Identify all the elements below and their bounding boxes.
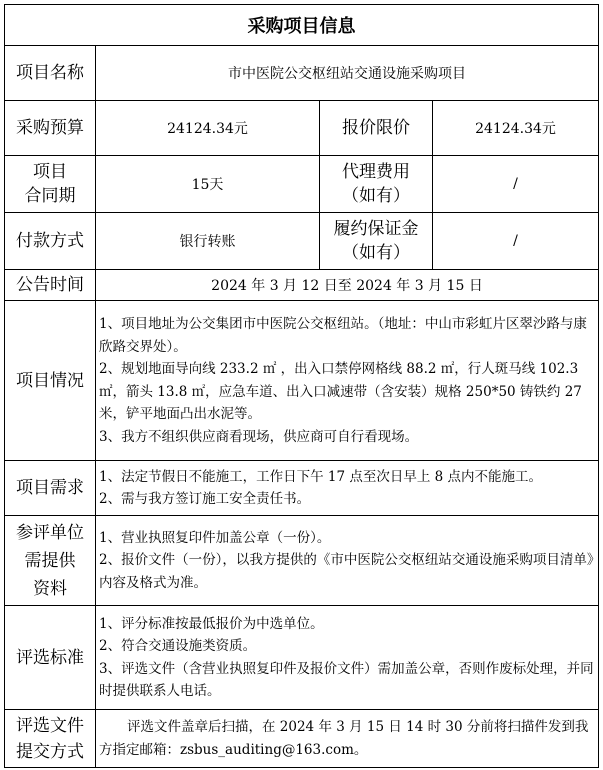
materials-label-line1: 参评单位 xyxy=(16,522,84,543)
deposit-label xyxy=(320,213,433,270)
criteria-content xyxy=(96,606,599,710)
criteria-label: 评选标准 xyxy=(5,606,96,710)
criteria-item: 2、符合交通设施类资质。 xyxy=(99,638,257,654)
procurement-info-table xyxy=(4,4,599,768)
situation-item: 3、我方不组织供应商看现场，供应商可自行看现场。 xyxy=(99,428,419,445)
submission-label-line1: 评选文件 xyxy=(16,715,84,736)
submission-text: 评选文件盖章后扫描，在 2024 年 3 月 15 日 14 时 30 分前将扫描件发到我方指定邮箱：zsbus_auditing@163.com。 xyxy=(99,719,589,758)
payment-method-label: 付款方式 xyxy=(5,213,96,270)
demand-item: 2、需与我方签订施工安全责任书。 xyxy=(99,491,311,507)
agency-fee-label-line2: （如有） xyxy=(342,186,410,206)
budget-value: 24124.34元 xyxy=(96,101,320,156)
materials-content xyxy=(96,516,599,606)
price-limit-value: 24124.34元 xyxy=(433,101,599,156)
situation-item: 1、项目地址为公交集团市中医院公交枢纽站。（地址：中山市彩虹片区翠沙路与康欣路交界处）。 xyxy=(99,316,587,355)
notice-time-label: 公告时间 xyxy=(5,270,96,301)
project-name-label: 项目名称 xyxy=(5,46,96,101)
demand-item: 1、法定节假日不能施工，工作日下午 17 点至次日早上 8 点内不能施工。 xyxy=(99,468,543,485)
materials-label-line2: 需提供 xyxy=(24,550,76,571)
situation-item: 2、规划地面导向线 233.2 ㎡ ，出入口禁停网格线 88.2 ㎡，行人斑马线 102.3 ㎡，箭头 13.8 ㎡，应急车道、出入口减速带（含安装）规格 250*50 铸铁约 27 米，铲平地面凸出水泥等。 xyxy=(99,361,582,422)
materials-item: 2、报价文件（一份），以我方提供的《市中医院公交枢纽站交通设施采购项目清单》内容及格式为准。 xyxy=(99,552,594,591)
materials-item: 1、营业执照复印件加盖公章（一份）。 xyxy=(99,529,331,546)
submission-content xyxy=(96,710,599,768)
submission-label xyxy=(5,710,96,768)
project-demand-label: 项目需求 xyxy=(5,461,96,516)
deposit-label-line1: 履约保证金 xyxy=(333,219,419,239)
deposit-value: / xyxy=(433,213,599,270)
contract-period-value: 15天 xyxy=(96,156,320,213)
criteria-item: 3、评选文件（含营业执照复印件及报价文件）需加盖公章，否则作废标处理，并同时提供联系人电话。 xyxy=(99,660,594,699)
project-demand-content xyxy=(96,461,599,516)
contract-period-label xyxy=(5,156,96,213)
agency-fee-label-line1: 代理费用 xyxy=(342,162,410,182)
criteria-item: 1、评分标准按最低报价为中选单位。 xyxy=(99,615,324,632)
submission-label-line2: 提交方式 xyxy=(16,741,84,762)
materials-label xyxy=(5,516,96,606)
table-title: 采购项目信息 xyxy=(5,5,599,46)
agency-fee-value: / xyxy=(433,156,599,213)
price-limit-label: 报价限价 xyxy=(320,101,433,156)
agency-fee-label xyxy=(320,156,433,213)
payment-method-value: 银行转账 xyxy=(96,213,320,270)
contract-period-label-line2: 合同期 xyxy=(24,186,76,206)
budget-label: 采购预算 xyxy=(5,101,96,156)
materials-label-line3: 资料 xyxy=(33,578,67,599)
project-situation-content xyxy=(96,301,599,461)
deposit-label-line2: （如有） xyxy=(342,243,410,263)
notice-time-value: 2024 年 3 月 12 日至 2024 年 3 月 15 日 xyxy=(96,270,599,301)
project-situation-label: 项目情况 xyxy=(5,301,96,461)
project-name-value: 市中医院公交枢纽站交通设施采购项目 xyxy=(96,46,599,101)
contract-period-label-line1: 项目 xyxy=(33,162,67,182)
